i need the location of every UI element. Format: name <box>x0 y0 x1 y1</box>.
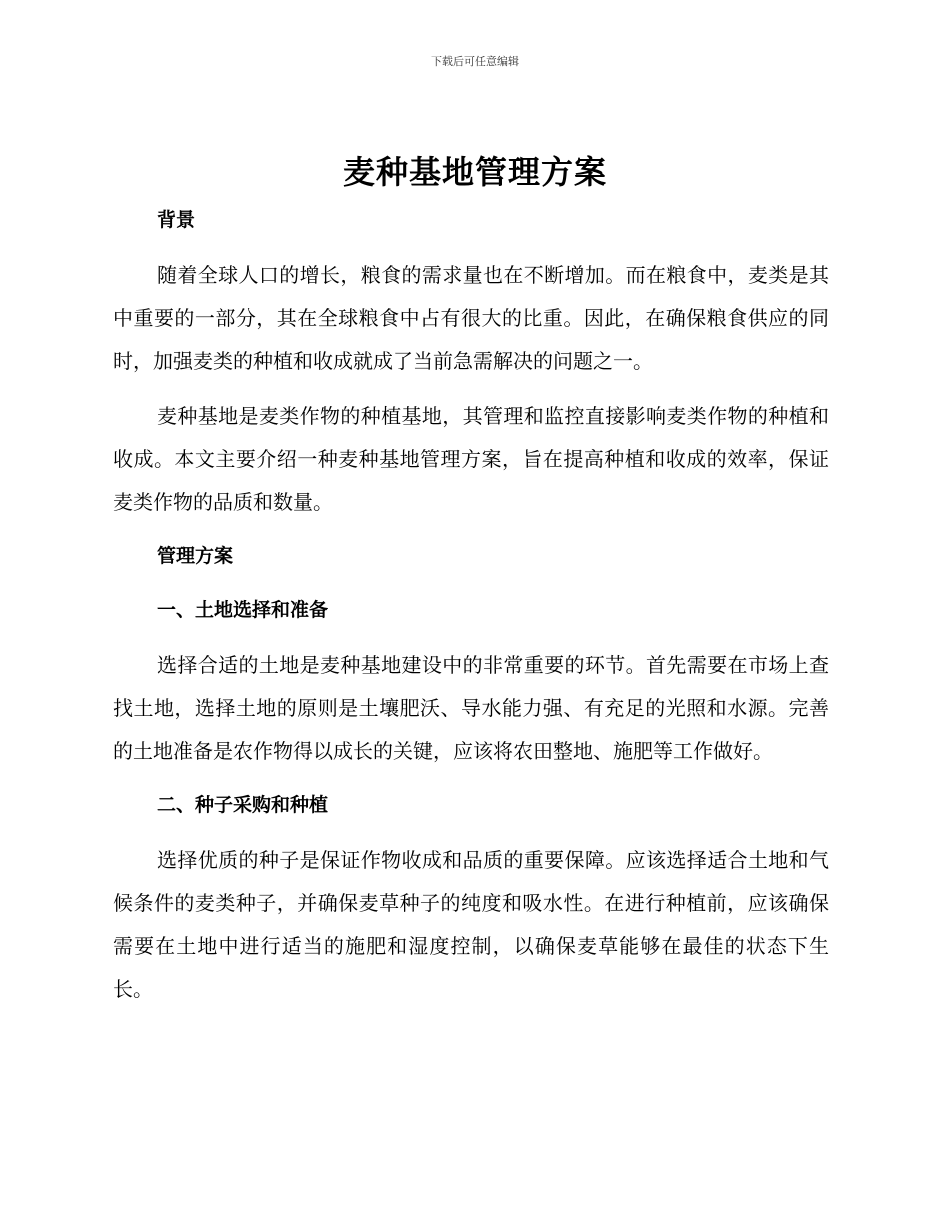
spacer <box>113 773 829 783</box>
spacer <box>113 242 829 254</box>
subsection-heading-land: 一、土地选择和准备 <box>157 599 329 621</box>
section-heading-background: 背景 <box>157 209 196 231</box>
paragraph-land: 选择合适的土地是麦种基地建设中的非常重要的环节。首先需要在市场上查找土地，选择土地的原则是土壤肥沃、导水能力强、有充足的光照和水源。完善的土地准备是农作物得以成长的关键，应该将农田整地、施肥等工作做好。 <box>113 653 829 763</box>
paragraph-background-2: 麦种基地是麦类作物的种植基地，其管理和监控直接影响麦类作物的种植和收成。本文主要介绍一种麦种基地管理方案，旨在提高种植和收成的效率，保证麦类作物的品质和数量。 <box>113 404 829 514</box>
paragraph-seed: 选择优质的种子是保证作物收成和品质的重要保障。应该选择适合土地和气候条件的麦类种子，并确保麦草种子的纯度和吸水性。在进行种植前，应该确保需要在土地中进行适当的施肥和湿度控制，以确保麦草能够在最佳的状态下生长。 <box>113 848 829 1001</box>
document-body <box>113 198 829 1011</box>
paragraph-background-1: 随着全球人口的增长，粮食的需求量也在不断增加。而在粮食中，麦类是其中重要的一部分，其在全球粮食中占有很大的比重。因此，在确保粮食供应的同时，加强麦类的种植和收成就成了当前急需解决的问题之一。 <box>113 263 829 373</box>
spacer <box>113 578 829 588</box>
spacer <box>113 827 829 839</box>
page-header-note: 下载后可任意编辑 <box>431 55 519 68</box>
subsection-heading-seed: 二、种子采购和种植 <box>157 794 329 816</box>
document-title: 麦种基地管理方案 <box>342 153 607 191</box>
spacer <box>113 383 829 395</box>
spacer <box>113 524 829 534</box>
spacer <box>113 632 829 644</box>
section-heading-plan: 管理方案 <box>157 545 234 567</box>
